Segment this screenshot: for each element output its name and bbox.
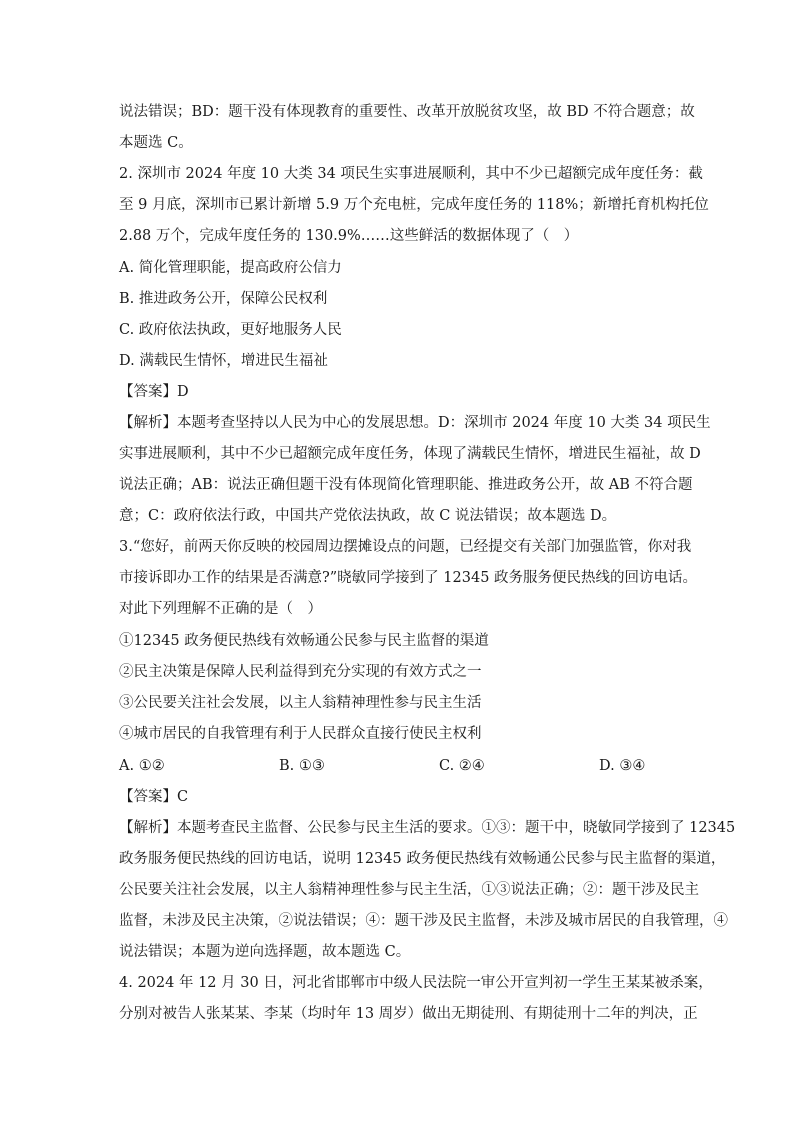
answer-label: 【答案】C [119, 789, 189, 805]
text-line: 分别对被告人张某某、李某（均时年 13 周岁）做出无期徒刑、有期徒刑十二年的判决，正 [119, 1006, 698, 1022]
statement-2: ②民主决策是保障人民利益得到充分实现的有效方式之一 [119, 664, 482, 680]
answer-label: 【答案】D [119, 384, 189, 400]
option-c: C. 政府依法执政，更好地服务人民 [119, 322, 342, 338]
text-line: 市接诉即办工作的结果是否满意?”晓敏同学接到了 12345 政务服务便民热线的回访电话。 [119, 570, 698, 586]
analysis-text: 【解析】本题考查坚持以人民为中心的发展思想。D：深圳市 2024 年度 10 大类 34 项民生 [119, 415, 711, 431]
option-b: B. 推进政务公开，保障公民权利 [119, 291, 328, 307]
statement-4: ④城市居民的自我管理有利于人民群众直接行使民主权利 [119, 726, 482, 742]
text-line: 2.88 万个，完成年度任务的 130.9%……这些鲜活的数据体现了（ ） [119, 228, 579, 244]
text-line: 政务服务便民热线的回访电话，说明 12345 政务便民热线有效畅通公民参与民主监督的渠道， [119, 851, 726, 867]
text-line: 说法正确；AB：说法正确但题干没有体现简化管理职能、推进政务公开，故 AB 不符合题 [119, 477, 693, 493]
analysis-text: 【解析】本题考查民主监督、公民参与民主生活的要求。①③：题干中，晓敏同学接到了 12345 [119, 820, 736, 836]
text-line: 实事进展顺利，其中不少已超额完成年度任务，体现了满载民生情怀，增进民生福祉，故 D [119, 446, 701, 462]
statement-1: ①12345 政务便民热线有效畅通公民参与民主监督的渠道 [119, 633, 489, 649]
option-d: D. 满载民生情怀，增进民生福祉 [119, 353, 328, 369]
question-3-options [119, 756, 679, 776]
option-c: C. ②④ [439, 758, 485, 774]
text-line: 至 9 月底，深圳市已累计新增 5.9 万个充电桩，完成年度任务的 118%；新增托育机构托位 [119, 197, 709, 213]
option-d: D. ③④ [599, 758, 646, 774]
option-a: A. ①② [119, 758, 165, 774]
text-line: 对此下列理解不正确的是（ ） [119, 601, 322, 617]
question-3-stem: 3.“您好，前两天你反映的校园周边摆摊设点的问题，已经提交有关部门加强监管，你对我 [119, 539, 692, 555]
text-line: 意；C：政府依法行政，中国共产党依法执政，故 C 说法错误；故本题选 D。 [119, 508, 617, 524]
option-a: A. 简化管理职能，提高政府公信力 [119, 260, 342, 276]
text-line: 本题选 C。 [119, 135, 193, 151]
text-line: 说法错误；本题为逆向选择题，故本题选 C。 [119, 944, 411, 960]
option-b: B. ①③ [279, 758, 325, 774]
text-line: 监督，未涉及民主决策，②说法错误；④：题干涉及民主监督，未涉及城市居民的自我管理，④ [119, 913, 728, 929]
text-line: 公民要关注社会发展，以主人翁精神理性参与民主生活，①③说法正确；②：题干涉及民主 [119, 882, 699, 898]
question-2-stem: 2. 深圳市 2024 年度 10 大类 34 项民生实事进展顺利，其中不少已超额完成年度任务：截 [119, 166, 703, 182]
text-line: 说法错误；BD：题干没有体现教育的重要性、改革开放脱贫攻坚，故 BD 不符合题意；故 [119, 104, 695, 120]
statement-3: ③公民要关注社会发展，以主人翁精神理性参与民主生活 [119, 695, 482, 711]
question-4-stem: 4. 2024 年 12 月 30 日，河北省邯郸市中级人民法院一审公开宣判初一学生王某某被杀案， [119, 975, 713, 991]
